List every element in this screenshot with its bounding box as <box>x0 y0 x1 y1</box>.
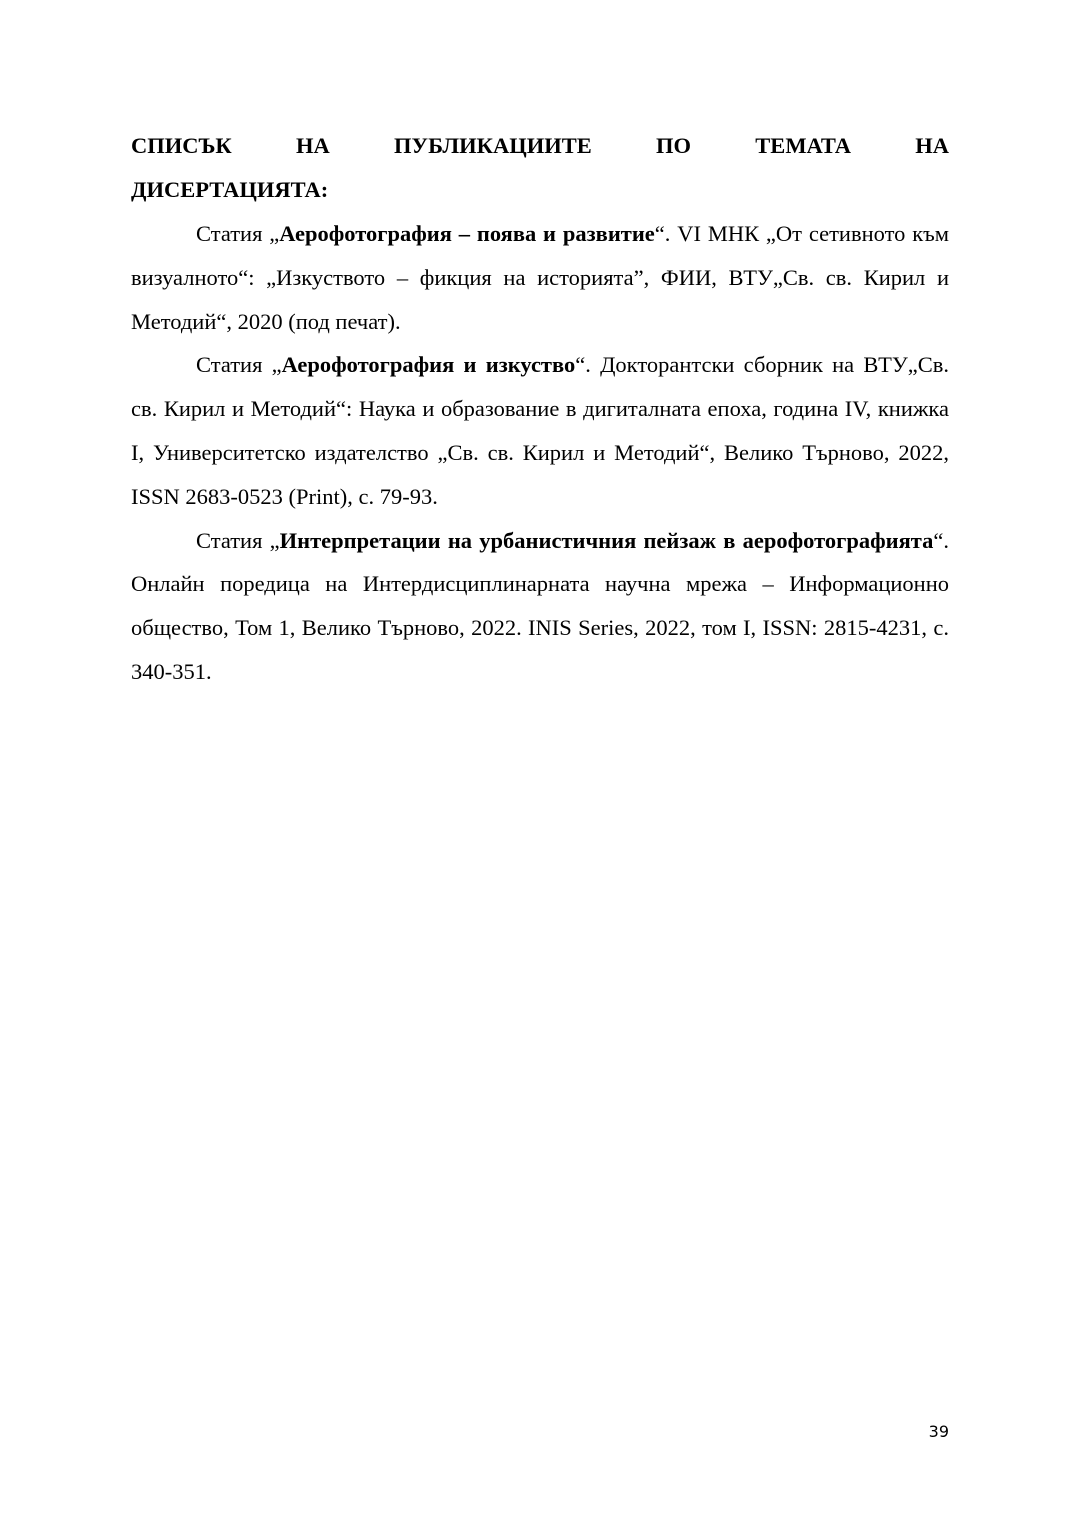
document-body <box>131 124 949 694</box>
section-heading-continued: ДИСЕРТАЦИЯТА: <box>131 177 329 202</box>
publication-details: “. Докторантски сборник на ВТУ„Св. св. Кирил и Методий“: Наука и образование в дигиталната епоха, година IV, книжка I, Университетско издателство „Св. св. Кирил и Методий“, Велико Търново, 2022, ISSN 2683-0523 (Print), с. 79-93. <box>131 352 950 509</box>
publication-entry-1 <box>131 212 949 343</box>
publication-prefix: Статия „ <box>196 527 280 553</box>
publication-details: “. VI МНК „От сетивното към визуалното“: „Изкуството – фикция на историята”, ФИИ, ВТУ„Св. св. Кирил и Методий“, 2020 (под печат). <box>131 221 950 334</box>
publication-prefix: Статия „ <box>196 352 282 378</box>
publication-details: “. Онлайн поредица на Интердисциплинарната научна мрежа – Информационно общество, Том 1, Велико Търново, 2022. INIS Series, 2022, том I, ISSN: 2815-4231, с. 340-351. <box>131 527 949 684</box>
publication-entry-2 <box>131 343 949 518</box>
publication-entry-3 <box>131 519 949 694</box>
publication-title: Аерофотография – поява и развитие <box>279 221 655 246</box>
publication-title: Аерофотография и изкуство <box>281 352 576 378</box>
section-heading: СПИСЪК НА ПУБЛИКАЦИИТЕ ПО ТЕМАТА НА <box>131 133 949 158</box>
page-number: 39 <box>928 1422 949 1441</box>
publication-prefix: Статия „ <box>196 221 280 246</box>
publication-title: Интерпретации на урбанистичния пейзаж в аерофотографията <box>279 527 934 553</box>
